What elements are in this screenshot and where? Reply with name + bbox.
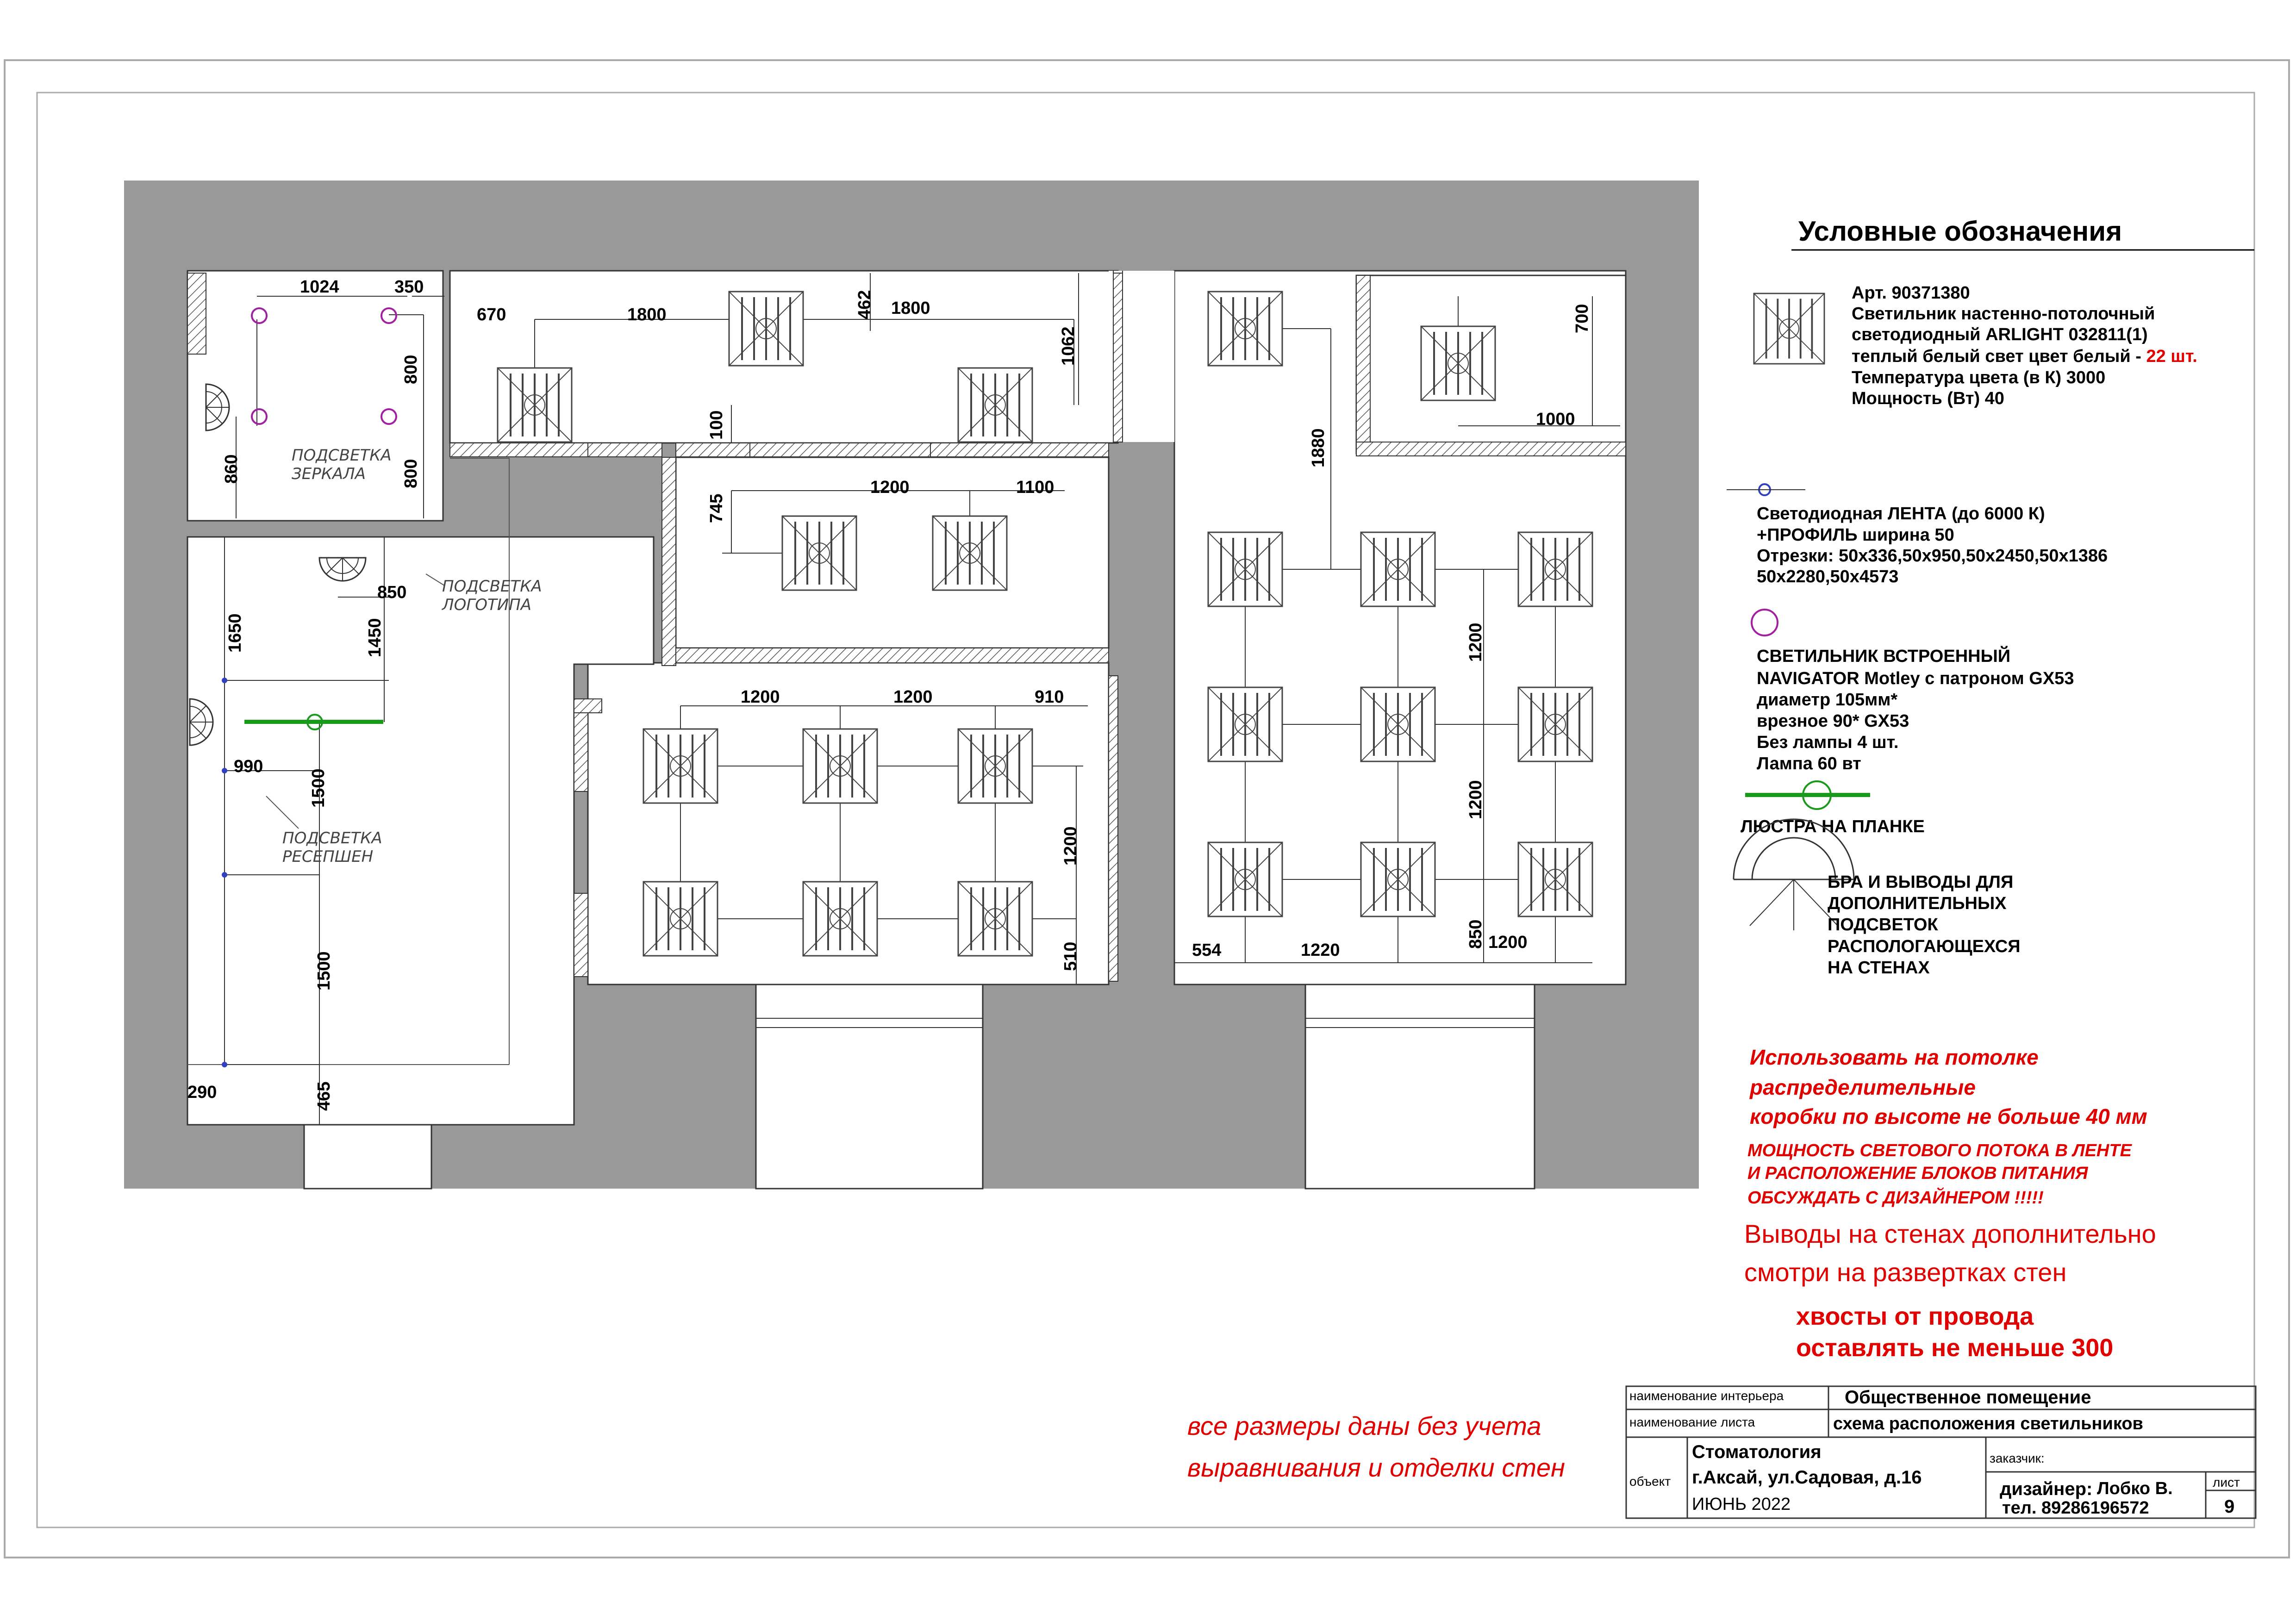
dim-990: 990: [234, 757, 263, 776]
dim-1200b: 1200: [741, 687, 780, 707]
dim-1500b: 1500: [314, 951, 334, 991]
logo-label-2: ЛОГОТИПА: [442, 596, 532, 614]
dim-510: 510: [1061, 941, 1080, 971]
dim-100: 100: [707, 410, 726, 440]
note-dimensions-1: все размеры даны без учета: [1187, 1411, 1541, 1440]
dim-860: 860: [222, 454, 241, 484]
dim-1650: 1650: [225, 613, 245, 653]
downlight-line-6: Лампа 60 вт: [1757, 754, 1861, 773]
downlight-line-3: диаметр 105мм*: [1757, 690, 1898, 710]
downlight-icon: [1752, 610, 1778, 636]
dim-1450: 1450: [365, 618, 385, 657]
sheet-name-label: наименование листа: [1629, 1415, 1755, 1429]
designer-label: дизайнер:: [2000, 1479, 2093, 1499]
customer-label: заказчик:: [1990, 1451, 2045, 1465]
chandelier-label: ЛЮСТРА НА ПЛАНКЕ: [1741, 817, 1925, 836]
sconce-line-3: ПОДСВЕТОК: [1828, 915, 1938, 935]
dim-350: 350: [394, 277, 424, 297]
dim-1200d: 1200: [1061, 826, 1080, 866]
object-line-2: г.Аксай, ул.Садовая, д.16: [1692, 1467, 1922, 1488]
dim-850b: 850: [377, 583, 407, 602]
designer-phone: тел. 89286196572: [2002, 1498, 2149, 1518]
dim-465: 465: [314, 1081, 334, 1111]
strip-line-2: +ПРОФИЛЬ ширина 50: [1757, 525, 1954, 545]
dim-850a: 850: [1466, 919, 1485, 949]
dim-1500a: 1500: [309, 768, 328, 808]
dim-462: 462: [855, 290, 874, 319]
sheet-name-value: схема расположения светильников: [1833, 1414, 2143, 1433]
dim-290: 290: [187, 1083, 217, 1102]
dim-1062: 1062: [1059, 326, 1078, 366]
reception-label-2: РЕСЕПШЕН: [282, 847, 374, 866]
panel-line-6: Мощность (Вт) 40: [1852, 389, 2004, 408]
interior-value: Общественное помещение: [1845, 1387, 2091, 1408]
dim-1800a: 1800: [627, 305, 667, 324]
note-tails-2: оставлять не меньше 300: [1796, 1334, 2114, 1362]
dim-1200f: 1200: [1466, 780, 1485, 819]
strip-line-1: Светодиодная ЛЕНТА (до 6000 К): [1757, 504, 2045, 523]
sheet-label: лист: [2213, 1475, 2240, 1489]
panel-light-icon: [1754, 293, 1824, 364]
object-line-1: Стоматология: [1692, 1442, 1822, 1462]
dim-700: 700: [1572, 304, 1592, 333]
panel-line-4: [1852, 347, 2197, 366]
mirror-label-2: ЗЕРКАЛА: [292, 465, 366, 483]
panel-line-3: светодиодный ARLIGHT 032811(1): [1852, 325, 2148, 344]
note-tails-1: хвосты от провода: [1796, 1302, 2034, 1330]
dim-745: 745: [707, 493, 726, 523]
dim-1220: 1220: [1301, 941, 1340, 960]
dim-1024: 1024: [300, 277, 339, 297]
downlight-line-4: врезное 90* GX53: [1757, 711, 1909, 731]
note-power-3: ОБСУЖДАТЬ С ДИЗАЙНЕРОМ !!!!!: [1747, 1188, 2044, 1208]
sheet-number: 9: [2224, 1496, 2235, 1517]
mirror-label-1: ПОДСВЕТКА: [292, 446, 392, 465]
dim-1800b: 1800: [891, 299, 930, 318]
dim-1200a: 1200: [870, 478, 910, 497]
note-boxes-2: распределительные: [1750, 1075, 1976, 1099]
legend-title: Условные обозначения: [1798, 216, 2122, 247]
dim-1200c: 1200: [893, 687, 933, 707]
dim-800a: 800: [401, 355, 421, 384]
dim-1880: 1880: [1309, 428, 1328, 467]
legend: [1727, 216, 2254, 978]
designer-name: Лобко В.: [2097, 1479, 2173, 1498]
reception-label-1: ПОДСВЕТКА: [282, 829, 382, 847]
dim-910: 910: [1035, 687, 1064, 707]
note-walls-2: смотри на развертках стен: [1744, 1258, 2067, 1287]
interior-label: наименование интерьера: [1629, 1389, 1784, 1403]
sconce-line-5: НА СТЕНАХ: [1828, 958, 1930, 978]
panel-line-5: Температура цвета (в К) 3000: [1852, 368, 2106, 387]
note-walls-1: Выводы на стенах дополнительно: [1744, 1219, 2156, 1248]
dim-554: 554: [1192, 941, 1222, 960]
title-block-text: [1629, 1387, 2240, 1518]
note-power-1: МОЩНОСТЬ СВЕТОВОГО ПОТОКА В ЛЕНТЕ: [1747, 1141, 2132, 1160]
downlight-line-2: NAVIGATOR Motley с патроном GX53: [1757, 669, 2074, 688]
note-power-2: И РАСПОЛОЖЕНИЕ БЛОКОВ ПИТАНИЯ: [1747, 1164, 2088, 1183]
object-line-3: ИЮНЬ 2022: [1692, 1495, 1791, 1514]
panel-line-1: Арт. 90371380: [1852, 283, 1970, 303]
dim-1000: 1000: [1536, 410, 1575, 429]
dim-1200g: 1200: [1488, 933, 1528, 952]
dim-1100: 1100: [1016, 478, 1054, 497]
dim-1200e: 1200: [1466, 623, 1485, 662]
strip-line-3: Отрезки: 50х336,50х950,50х2450,50х1386: [1757, 546, 2108, 566]
strip-line-4: 50х2280,50х4573: [1757, 567, 1899, 586]
panel-line-2: Светильник настенно-потолочный: [1852, 304, 2155, 324]
downlight-line-5: Без лампы 4 шт.: [1757, 733, 1899, 752]
panel-line-4-text: теплый белый свет цвет белый -: [1852, 347, 2146, 366]
dim-670: 670: [477, 305, 506, 324]
sconce-line-1: БРА И ВЫВОДЫ ДЛЯ: [1828, 872, 2014, 892]
chandelier-icon: [1745, 781, 1870, 809]
logo-label-1: ПОДСВЕТКА: [442, 577, 542, 596]
panel-qty: 22 шт.: [2146, 347, 2197, 366]
note-boxes-3: коробки по высоте не больше 40 мм: [1750, 1104, 2147, 1128]
sconce-line-2: ДОПОЛНИТЕЛЬНЫХ: [1828, 894, 2007, 913]
object-label: объект: [1629, 1474, 1671, 1489]
note-boxes-1: Использовать на потолке: [1750, 1045, 2039, 1069]
dim-800b: 800: [401, 459, 421, 488]
sconce-line-4: РАСПОЛОГАЮЩЕХСЯ: [1828, 937, 2021, 956]
downlight-line-1: СВЕТИЛЬНИК ВСТРОЕННЫЙ: [1757, 647, 2011, 666]
note-dimensions-2: выравнивания и отделки стен: [1187, 1453, 1565, 1482]
